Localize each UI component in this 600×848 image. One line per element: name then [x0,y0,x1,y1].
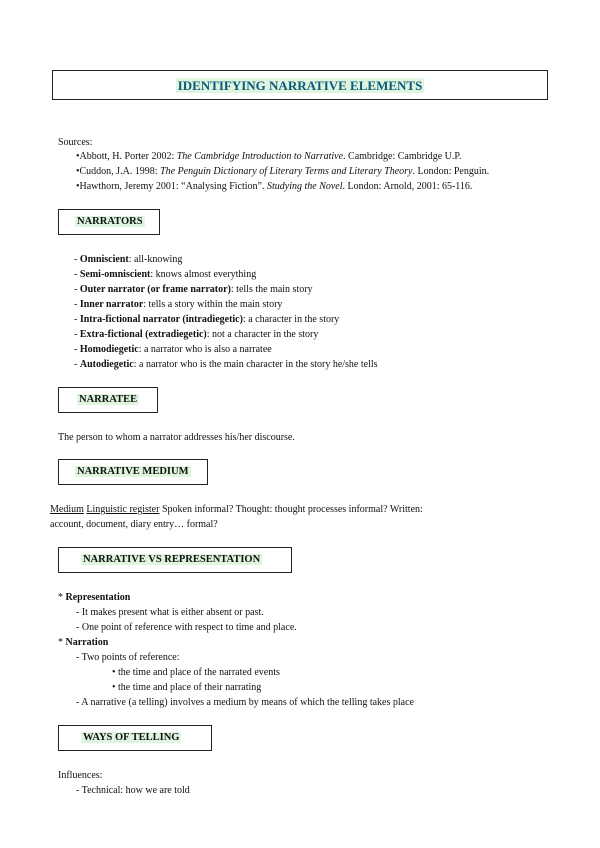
medium-line-2: account, document, diary entry… formal? [50,519,218,530]
narration-item: - Two points of reference: [76,652,180,663]
narrator-item: - Extra-fictional (extradiegetic): not a character in the story [74,329,319,340]
title-box [52,70,548,100]
narration-label: * Narration [58,637,109,648]
narratee-heading: NARRATEE [79,394,138,405]
medium-heading-box [58,459,208,485]
source-item: •Abbott, H. Porter 2002: The Cambridge Introduction to Narrative. Cambridge: Cambridge U.P. [76,151,462,162]
source-item: •Cuddon, J.A. 1998: The Penguin Dictionary of Literary Terms and Literary Theory. London: Penguin. [76,166,490,177]
narrator-item: - Autodiegetic: a narrator who is the main character in the story he/she tells [74,359,378,370]
narrator-item: - Inner narrator: tells a story within the main story [74,299,283,310]
narrators-heading-box [58,209,160,235]
narrator-item: - Intra-fictional narrator (intradiegetic): a character in the story [74,314,340,325]
narrators-heading: NARRATORS [77,216,143,227]
representation-item: - One point of reference with respect to time and place. [76,622,297,633]
medium-line-1: Medium Linguistic register Spoken informal? Thought: thought processes informal? Written: [50,504,423,515]
representation-item: - It makes present what is either absent or past. [76,607,264,618]
narration-sub-item: • the time and place of the narrated events [112,667,280,678]
vs-heading-box [58,547,292,573]
narration-item: - A narrative (a telling) involves a medium by means of which the telling takes place [76,697,414,708]
narrator-item: - Omniscient: all-knowing [74,254,183,265]
narration-sub-item: • the time and place of their narrating [112,682,262,693]
sources-label: Sources: [58,137,93,148]
influences-label: Influences: [58,770,103,781]
narratee-text: The person to whom a narrator addresses his/her discourse. [58,432,295,443]
ways-heading-box [58,725,212,751]
ways-heading: WAYS OF TELLING [83,732,180,743]
narratee-heading-box [58,387,158,413]
vs-heading: NARRATIVE VS REPRESENTATION [83,554,261,565]
representation-label: * Representation [58,592,131,603]
medium-heading: NARRATIVE MEDIUM [77,466,189,477]
narrator-item: - Outer narrator (or frame narrator): tells the main story [74,284,313,295]
page-title: IDENTIFYING NARRATIVE ELEMENTS [177,78,423,93]
influences-item: - Technical: how we are told [76,785,190,796]
narrator-item: - Homodiegetic: a narrator who is also a narratee [74,344,272,355]
narrator-item: - Semi-omniscient: knows almost everything [74,269,257,280]
source-item: •Hawthorn, Jeremy 2001: “Analysing Fiction”. Studying the Novel. London: Arnold, 2001: 65-116. [76,181,473,192]
